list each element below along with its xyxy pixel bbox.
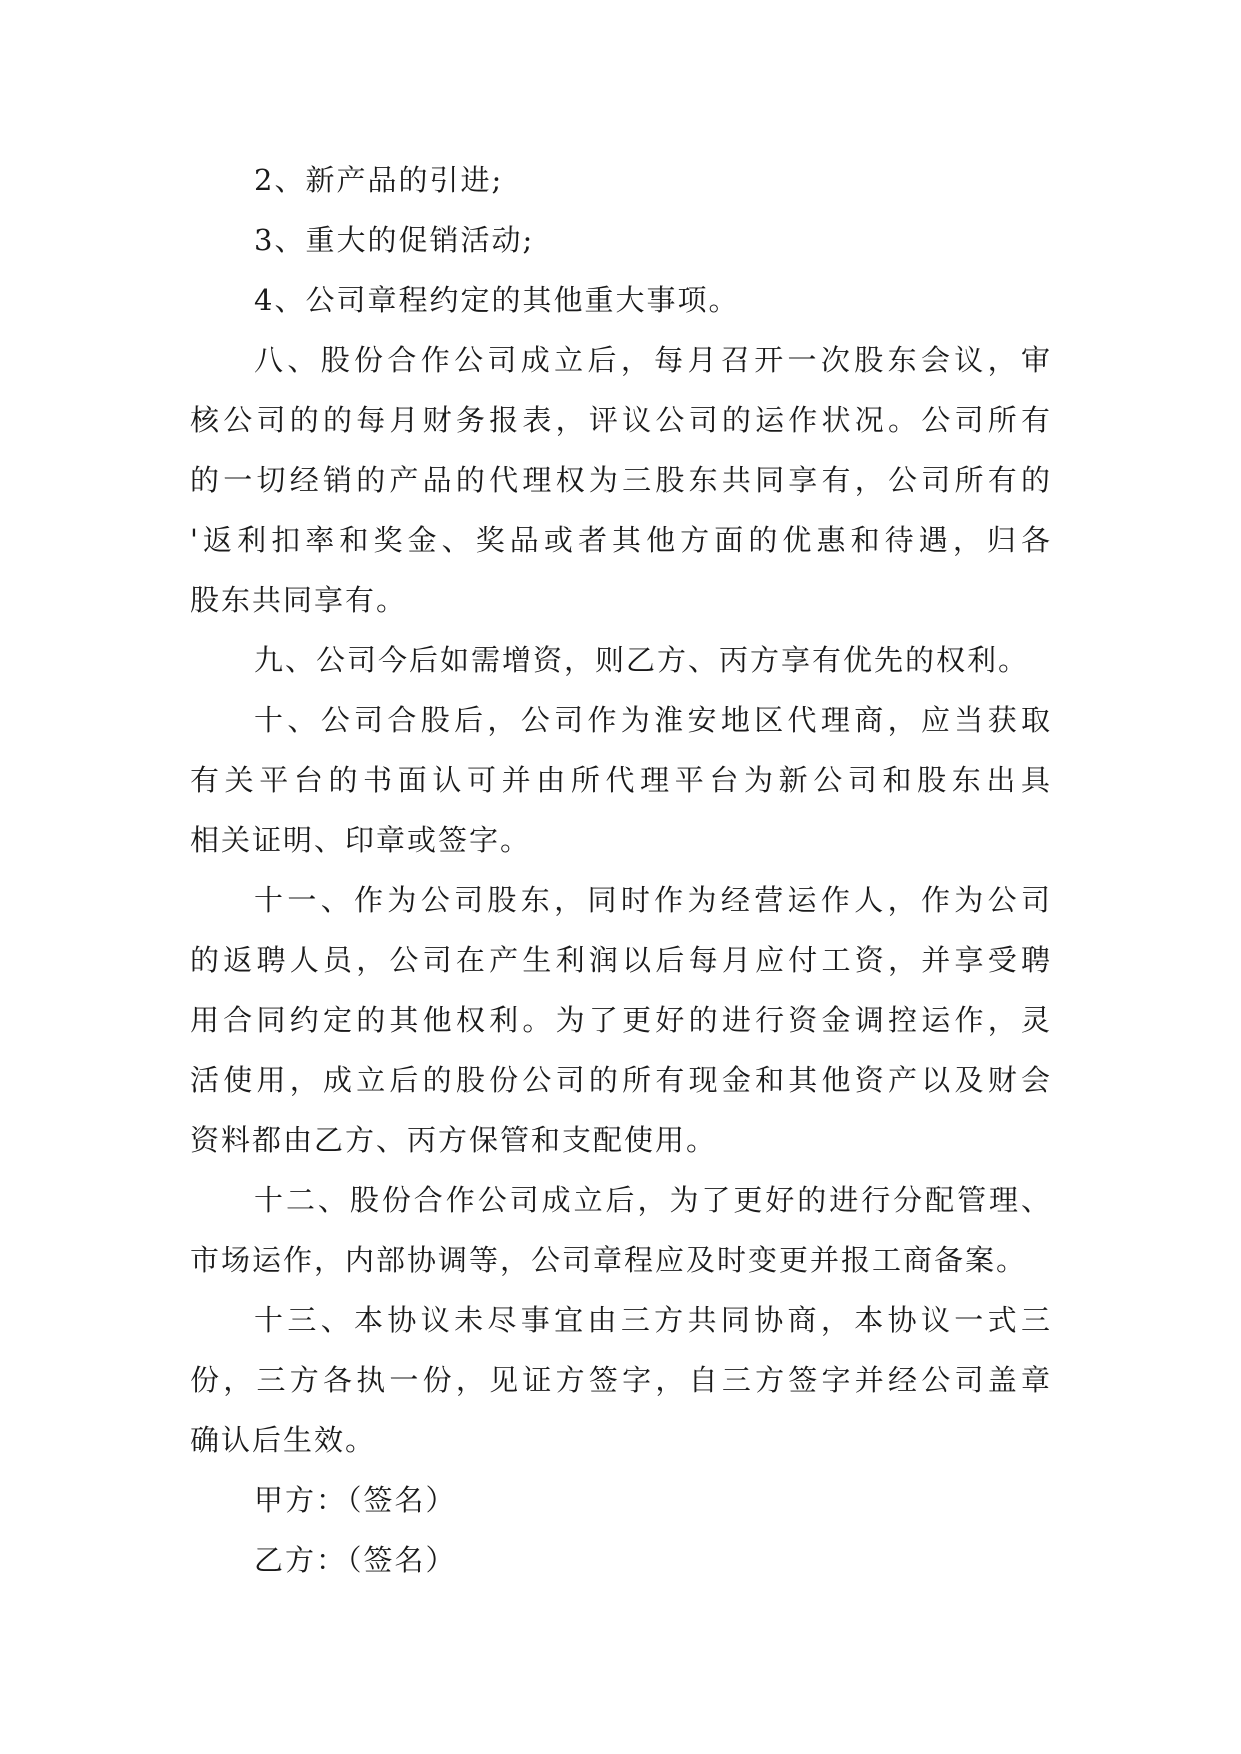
paragraph (190, 270, 1052, 330)
paragraph-line: 有关平台的书面认可并由所代理平台为新公司和股东出具 (190, 763, 1052, 797)
paragraph-line: 市场运作，内部协调等，公司章程应及时变更并报工商备案。 (190, 1243, 1028, 1277)
paragraph-line: 用合同约定的其他权利。为了更好的进行资金调控运作，灵 (190, 1003, 1052, 1037)
paragraph-line: '返利扣率和奖金、奖品或者其他方面的优惠和待遇，归各 (190, 523, 1052, 557)
paragraph-line: 资料都由乙方、丙方保管和支配使用。 (190, 1123, 718, 1157)
paragraph-line: 相关证明、印章或签字。 (190, 823, 532, 857)
paragraph-line: 八、股份合作公司成立后，每月召开一次股东会议，审 (254, 343, 1052, 377)
paragraph-line: 核公司的的每月财务报表，评议公司的运作状况。公司所有 (190, 403, 1052, 437)
paragraph (190, 1290, 1052, 1470)
paragraph-line: 确认后生效。 (190, 1423, 377, 1457)
paragraph (190, 690, 1052, 870)
paragraph-line: 2、新产品的引进; (254, 163, 504, 197)
paragraph-line: 的一切经销的产品的代理权为三股东共同享有，公司所有的 (190, 463, 1052, 497)
paragraph-line: 股东共同享有。 (190, 583, 408, 617)
signature-block (190, 1470, 1052, 1590)
paragraph-line: 十一、作为公司股东，同时作为经营运作人，作为公司 (254, 883, 1052, 917)
paragraph (190, 330, 1052, 630)
paragraph (190, 630, 1052, 690)
signature-line: 乙方：（签名） (254, 1543, 457, 1577)
signature-line: 甲方：（签名） (254, 1483, 457, 1517)
paragraph-line: 九、公司今后如需增资，则乙方、丙方享有优先的权利。 (254, 643, 1030, 677)
document-page (190, 150, 1052, 1590)
paragraph (190, 210, 1052, 270)
paragraph-line: 4、公司章程约定的其他重大事项。 (254, 283, 740, 317)
document-body (190, 150, 1052, 1470)
paragraph-line: 十、公司合股后，公司作为淮安地区代理商，应当获取 (254, 703, 1052, 737)
paragraph-line: 十三、本协议未尽事宜由三方共同协商，本协议一式三 (254, 1303, 1052, 1337)
paragraph (190, 150, 1052, 210)
paragraph-line: 份，三方各执一份，见证方签字，自三方签字并经公司盖章 (190, 1363, 1052, 1397)
paragraph-line: 活使用，成立后的股份公司的所有现金和其他资产以及财会 (190, 1063, 1052, 1097)
paragraph-line: 3、重大的促销活动; (254, 223, 535, 257)
paragraph-line: 十二、股份合作公司成立后，为了更好的进行分配管理、 (254, 1183, 1052, 1217)
paragraph-line: 的返聘人员，公司在产生利润以后每月应付工资，并享受聘 (190, 943, 1052, 977)
paragraph (190, 1170, 1052, 1290)
paragraph (190, 870, 1052, 1170)
